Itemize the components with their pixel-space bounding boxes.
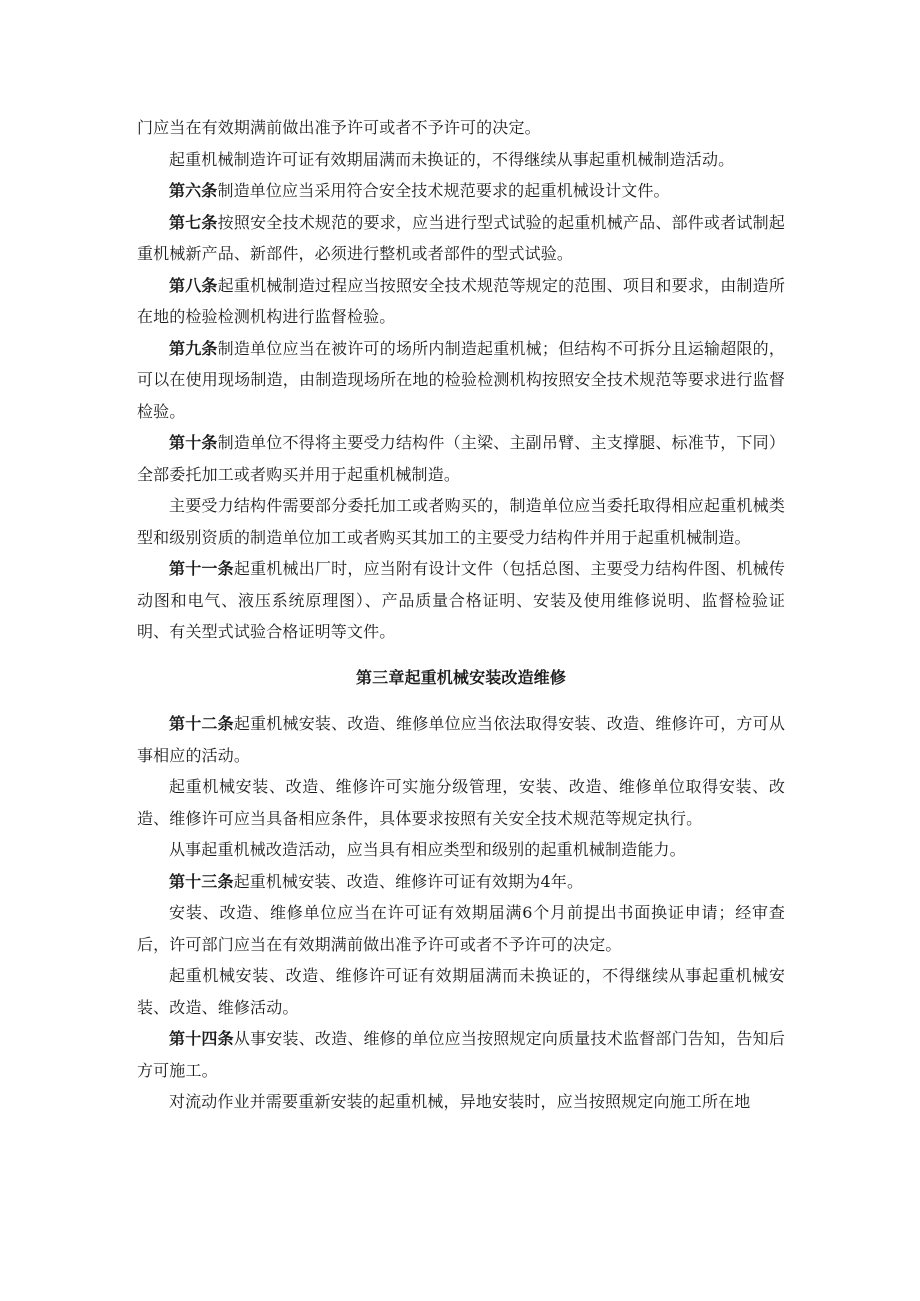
paragraph-text: 门应当在有效期满前做出准予许可或者不予许可的决定。 — [137, 118, 541, 137]
paragraph — [137, 1023, 785, 1086]
article-number: 第十二条 — [169, 714, 234, 733]
article-number: 第六条 — [169, 181, 218, 200]
paragraph-text: 制造单位不得将主要受力结构件（主梁、主副吊臂、主支撑腿、标准节，下同）全部委托加工或者购买并用于起重机械制造。 — [137, 433, 785, 484]
paragraph — [137, 490, 785, 553]
paragraph-text: 从事起重机械改造活动，应当具有相应类型和级别的起重机械制造能力。 — [169, 840, 686, 859]
paragraph-text: 起重机械安装、改造、维修许可证有效期为4年。 — [233, 871, 584, 891]
paragraph — [137, 427, 785, 490]
paragraph-text: 制造单位应当在被许可的场所内制造起重机械；但结构不可拆分且运输超限的，可以在使用现场制造，由制造现场所在地的检验检测机构按照安全技术规范等要求进行监督检验。 — [137, 338, 785, 421]
article-number: 第十四条 — [169, 1029, 234, 1048]
paragraph — [137, 270, 785, 333]
paragraph-text: 起重机械安装、改造、维修许可证有效期届满而未换证的，不得继续从事起重机械安装、改造、维修活动。 — [137, 966, 785, 1017]
document-page — [137, 112, 785, 1118]
paragraph — [137, 333, 785, 428]
article-number: 第七条 — [169, 212, 218, 232]
paragraph-text: 从事安装、改造、维修的单位应当按照规定向质量技术监督部门告知，告知后方可施工。 — [137, 1029, 785, 1080]
chapter-title: 第三章起重机械安装改造维修 — [356, 667, 566, 687]
paragraph — [137, 112, 785, 144]
paragraph-text: 安装、改造、维修单位应当在许可证有效期届满6个月前提出书面换证申请；经审查后，许可部门应当在有效期满前做出准予许可或者不予许可的决定。 — [137, 903, 785, 954]
article-number: 第九条 — [169, 338, 218, 358]
article-number: 第十条 — [169, 433, 218, 452]
paragraph-text: 起重机械安装、改造、维修单位应当依法取得安装、改造、维修许可，方可从事相应的活动。 — [137, 714, 785, 765]
paragraph-text: 按照安全技术规范的要求，应当进行型式试验的起重机械产品、部件或者试制起重机械新产品、新部件，必须进行整机或者部件的型式试验。 — [137, 212, 785, 263]
paragraph — [137, 834, 785, 866]
paragraph — [137, 897, 785, 960]
paragraph-text: 对流动作业并需要重新安装的起重机械，异地安装时，应当按照规定向施工所在地 — [169, 1092, 751, 1111]
article-number: 第十三条 — [169, 871, 234, 891]
paragraph — [137, 708, 785, 771]
paragraph — [137, 771, 785, 834]
paragraph — [137, 866, 785, 898]
paragraph-text: 起重机械安装、改造、维修许可实施分级管理，安装、改造、维修单位取得安装、改造、维修许可应当具备相应条件，具体要求按照有关安全技术规范等规定执行。 — [137, 777, 785, 828]
paragraph — [137, 207, 785, 270]
section-bottom — [137, 708, 785, 1118]
paragraph-text: 主要受力结构件需要部分委托加工或者购买的，制造单位应当委托取得相应起重机械类型和级别资质的制造单位加工或者购买其加工的主要受力结构件并用于起重机械制造。 — [137, 496, 785, 547]
paragraph-text: 起重机械制造过程应当按照安全技术规范等规定的范围、项目和要求，由制造所在地的检验检测机构进行监督检验。 — [137, 275, 785, 326]
paragraph — [137, 144, 785, 176]
paragraph — [137, 553, 785, 648]
paragraph-text: 起重机械制造许可证有效期届满而未换证的，不得继续从事起重机械制造活动。 — [169, 149, 735, 169]
paragraph — [137, 175, 785, 207]
article-number: 第八条 — [169, 275, 218, 295]
paragraph-text: 制造单位应当采用符合安全技术规范要求的起重机械设计文件。 — [217, 181, 670, 200]
paragraph-text: 起重机械出厂时，应当附有设计文件（包括总图、主要受力结构件图、机械传动图和电气、液压系统原理图）、产品质量合格证明、安装及使用维修说明、监督检验证明、有关型式试验合格证明等文件。 — [137, 559, 785, 641]
section-top — [137, 112, 785, 648]
paragraph — [137, 1086, 785, 1118]
article-number: 第十一条 — [169, 559, 234, 578]
paragraph — [137, 960, 785, 1023]
